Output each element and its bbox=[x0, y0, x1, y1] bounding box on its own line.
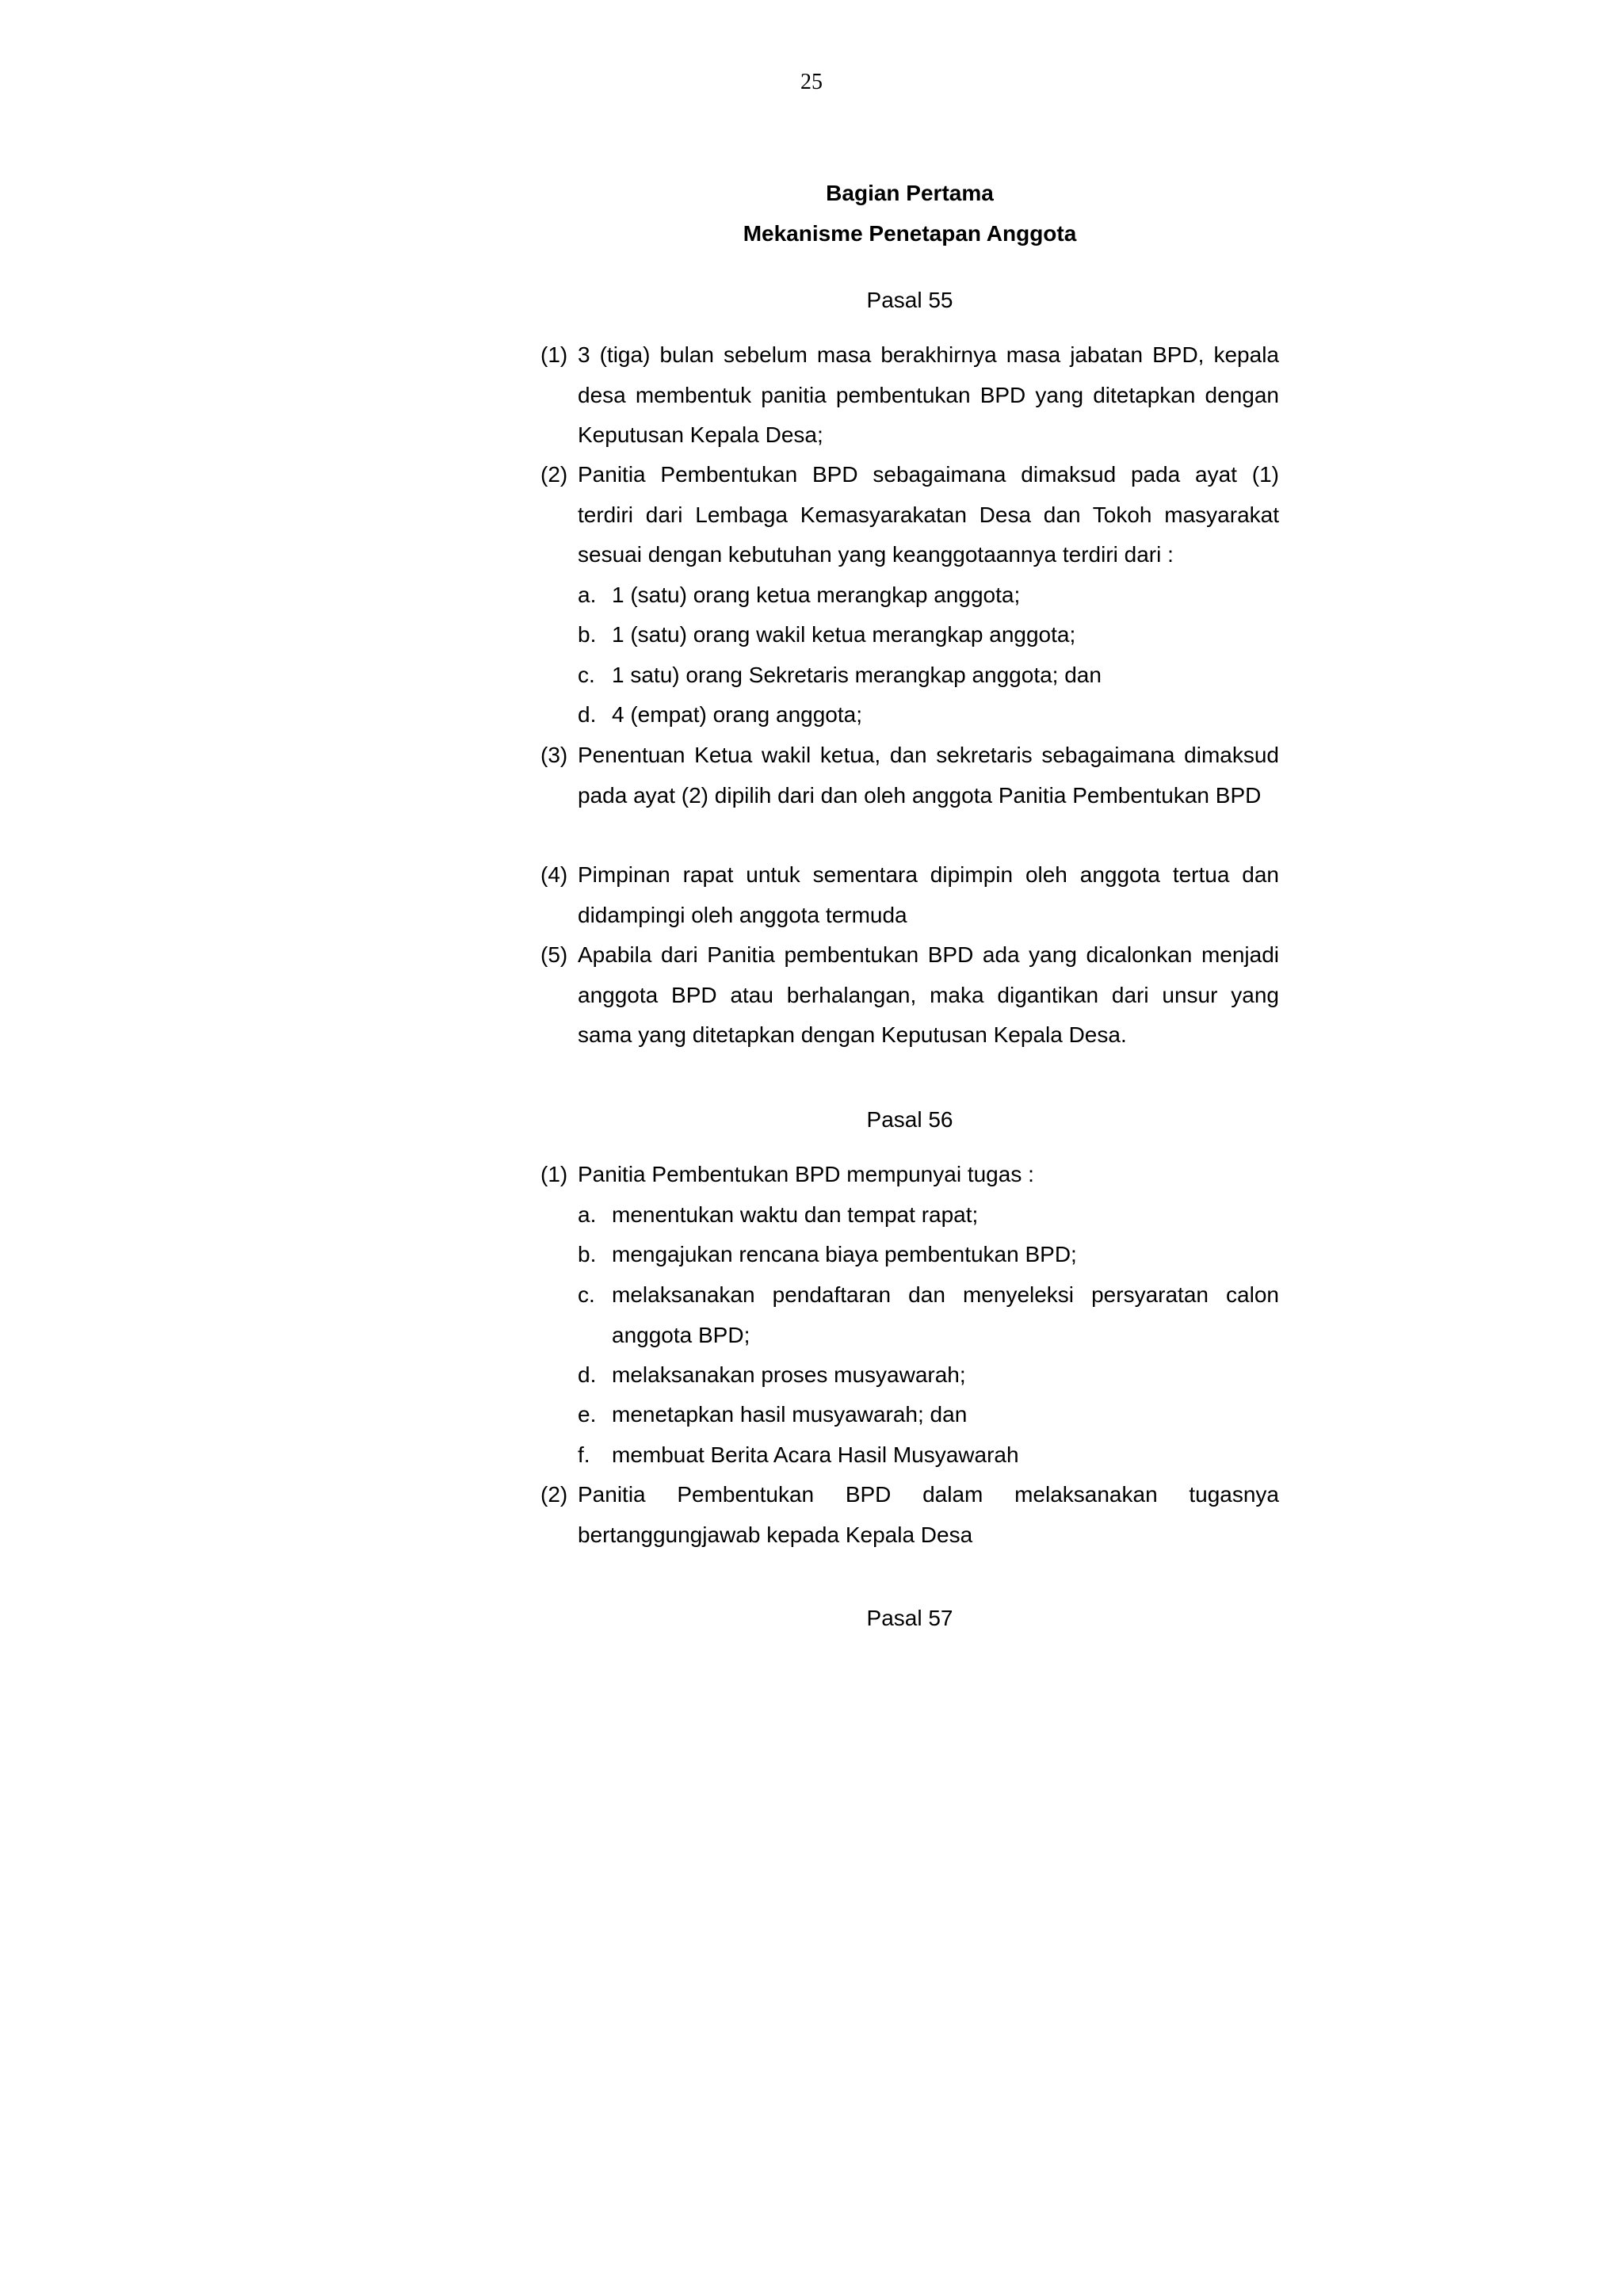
pasal-55-sub-item-d bbox=[578, 695, 1279, 735]
ayat-text: Pimpinan rapat untuk sementara dipimpin oleh anggota tertua dan didampingi oleh anggota termuda bbox=[578, 862, 1279, 927]
sub-item-text: membuat Berita Acara Hasil Musyawarah bbox=[612, 1442, 1019, 1467]
pasal-55-sub-item-b bbox=[578, 615, 1279, 655]
ayat-number: (1) bbox=[540, 1162, 568, 1186]
sub-item-letter: a. bbox=[578, 583, 597, 607]
sub-item-letter: b. bbox=[578, 1242, 597, 1266]
sub-item-letter: c. bbox=[578, 1282, 595, 1307]
pasal-56-sub-item-c bbox=[578, 1275, 1279, 1355]
ayat-number: (1) bbox=[540, 342, 568, 367]
ayat-number: (2) bbox=[540, 1482, 568, 1507]
pasal-57-heading: Pasal 57 bbox=[866, 1606, 953, 1630]
sub-item-text: melaksanakan proses musyawarah; bbox=[612, 1362, 966, 1387]
sub-item-text: melaksanakan pendaftaran dan menyeleksi persyaratan calon anggota BPD; bbox=[612, 1282, 1279, 1347]
sub-item-letter: d. bbox=[578, 1362, 597, 1387]
sub-item-text: 4 (empat) orang anggota; bbox=[612, 702, 862, 727]
sub-item-text: 1 satu) orang Sekretaris merangkap anggota; dan bbox=[612, 663, 1102, 687]
sub-item-text: menentukan waktu dan tempat rapat; bbox=[612, 1202, 979, 1227]
section-title: Bagian Pertama bbox=[826, 181, 994, 205]
ayat-text: Panitia Pembentukan BPD mempunyai tugas : bbox=[578, 1162, 1034, 1186]
pasal-55-ayat-2 bbox=[540, 455, 1279, 575]
sub-item-text: 1 (satu) orang wakil ketua merangkap anggota; bbox=[612, 622, 1076, 647]
sub-item-letter: b. bbox=[578, 622, 597, 647]
sub-item-text: menetapkan hasil musyawarah; dan bbox=[612, 1402, 968, 1427]
ayat-number: (4) bbox=[540, 862, 568, 887]
page-number: 25 bbox=[800, 70, 823, 94]
pasal-56-sub-item-d bbox=[578, 1355, 1279, 1396]
pasal-56-sub-item-f bbox=[578, 1435, 1279, 1476]
pasal-55-sub-item-a bbox=[578, 575, 1279, 616]
ayat-number: (3) bbox=[540, 743, 568, 767]
pasal-56-ayat-2 bbox=[540, 1475, 1279, 1555]
ayat-text: Penentuan Ketua wakil ketua, dan sekretaris sebagaimana dimaksud pada ayat (2) dipilih dari dan oleh anggota Panitia Pembentukan BPD bbox=[578, 743, 1279, 808]
pasal-55-ayat-3 bbox=[540, 735, 1279, 816]
sub-item-text: 1 (satu) orang ketua merangkap anggota; bbox=[612, 583, 1021, 607]
sub-item-letter: d. bbox=[578, 702, 597, 727]
sub-item-letter: f. bbox=[578, 1442, 590, 1467]
pasal-56-ayat-1 bbox=[540, 1155, 1279, 1195]
pasal-55-sub-item-c bbox=[578, 655, 1279, 696]
sub-item-text: mengajukan rencana biaya pembentukan BPD; bbox=[612, 1242, 1077, 1266]
pasal-55-ayat-5 bbox=[540, 935, 1279, 1056]
sub-item-letter: c. bbox=[578, 663, 595, 687]
ayat-text: Panitia Pembentukan BPD sebagaimana dimaksud pada ayat (1) terdiri dari Lembaga Kemasyarakatan Desa dan Tokoh masyarakat sesuai dengan kebutuhan yang keanggotaannya terdiri dari : bbox=[578, 462, 1279, 567]
ayat-text: Apabila dari Panitia pembentukan BPD ada yang dicalonkan menjadi anggota BPD atau berhalangan, maka digantikan dari unsur yang sama yang ditetapkan dengan Keputusan Kepala Desa. bbox=[578, 942, 1279, 1047]
pasal-56-sub-item-b bbox=[578, 1235, 1279, 1275]
pasal-55-heading: Pasal 55 bbox=[866, 288, 953, 312]
sub-item-letter: a. bbox=[578, 1202, 597, 1227]
sub-item-letter: e. bbox=[578, 1402, 597, 1427]
pasal-56-sub-item-a bbox=[578, 1195, 1279, 1236]
ayat-number: (2) bbox=[540, 462, 568, 487]
pasal-56-sub-item-e bbox=[578, 1395, 1279, 1435]
ayat-text: 3 (tiga) bulan sebelum masa berakhirnya masa jabatan BPD, kepala desa membentuk panitia pembentukan BPD yang ditetapkan dengan Keputusan Kepala Desa; bbox=[578, 342, 1279, 447]
pasal-55-ayat-1 bbox=[540, 335, 1279, 456]
ayat-number: (5) bbox=[540, 942, 568, 967]
pasal-55-ayat-4 bbox=[540, 855, 1279, 935]
section-subtitle: Mekanisme Penetapan Anggota bbox=[743, 221, 1077, 246]
ayat-text: Panitia Pembentukan BPD dalam melaksanakan tugasnya bertanggungjawab kepada Kepala Desa bbox=[578, 1482, 1279, 1547]
pasal-56-heading: Pasal 56 bbox=[866, 1107, 953, 1132]
